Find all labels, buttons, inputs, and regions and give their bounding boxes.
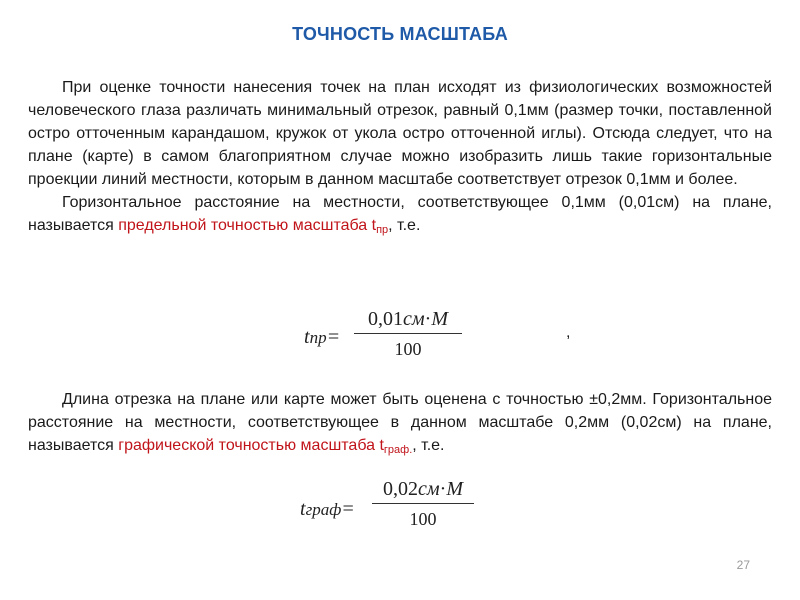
term-graphic-accuracy-sub: граф. [383, 444, 413, 456]
formula1-fraction-bar [354, 333, 462, 334]
formula2-t: t [300, 498, 306, 520]
formula1-lhs [304, 326, 340, 349]
paragraph-eye-resolution: При оценке точности нанесения точек на план исходят из физиологических возможностей человеческого глаза различать минимальный отрезок, равный 0,1мм (размер точки, поставленной остро отточенным карандашом, кружок от укола остро отточенной иглы). Отсюда следует, что на плане (карте) в самом благоприятном случае можно изобразить лишь такие горизонтальные проекции линий местности, которым в данном масштабе соответствует отрезок 0,1мм и более. [28, 79, 772, 188]
formula1-t-sub: пр [309, 328, 327, 347]
term-graphic-accuracy [118, 437, 412, 454]
formula1-equals: = [326, 326, 341, 348]
formula1-num-value: 0,01 [368, 308, 403, 330]
formula1-denominator: 100 [394, 339, 422, 359]
formula1-numerator [354, 306, 462, 332]
formula2-numerator [372, 476, 474, 502]
formula2-denominator: 100 [409, 509, 437, 529]
formula2-lhs [300, 498, 355, 521]
formula2-fraction [372, 476, 474, 531]
formula2-num-value: 0,02 [383, 478, 418, 500]
para3-text: Длина отрезка на плане или карте может быть оценена с точностью ±0,2мм. Горизонтальное расстояние на местности, соответствующее в данном масштабе 0,2мм (0,02см) на плане, называется [28, 391, 772, 454]
formula2-t-sub: граф [305, 500, 342, 519]
term-limit-accuracy-text: предельной точностью масштаба t [118, 217, 377, 234]
formula2-num-M: M [446, 478, 463, 500]
formula1-t: t [304, 326, 310, 348]
formula1-num-dot: · [424, 308, 432, 330]
paragraph-graphic-accuracy [28, 388, 772, 462]
term-limit-accuracy [118, 217, 388, 234]
para2-ending: , т.е. [388, 217, 421, 234]
para3-ending: , т.е. [412, 437, 445, 454]
formula2-num-unit: см [418, 478, 440, 500]
formula1-fraction [354, 306, 462, 361]
text-block-2 [28, 388, 772, 462]
term-limit-accuracy-sub: пр [376, 224, 389, 236]
formula1-num-M: M [431, 308, 448, 330]
para2-text: Горизонтальное расстояние на местности, соответствующее 0,1мм (0,01см) на плане, называется [28, 194, 772, 234]
formula2-equals: = [341, 498, 355, 520]
paragraph-limit-accuracy [28, 191, 772, 242]
formula1-num-unit: см [403, 308, 425, 330]
formula2-num-dot: · [439, 478, 447, 500]
page-number: 27 [736, 558, 750, 572]
text-block-1 [28, 76, 772, 242]
slide-title: ТОЧНОСТЬ МАСШТАБА [292, 24, 508, 44]
formula2-fraction-bar [372, 503, 474, 504]
formula1-trailing-comma: , [566, 324, 571, 341]
term-graphic-accuracy-text: графической точностью масштаба t [118, 437, 384, 454]
